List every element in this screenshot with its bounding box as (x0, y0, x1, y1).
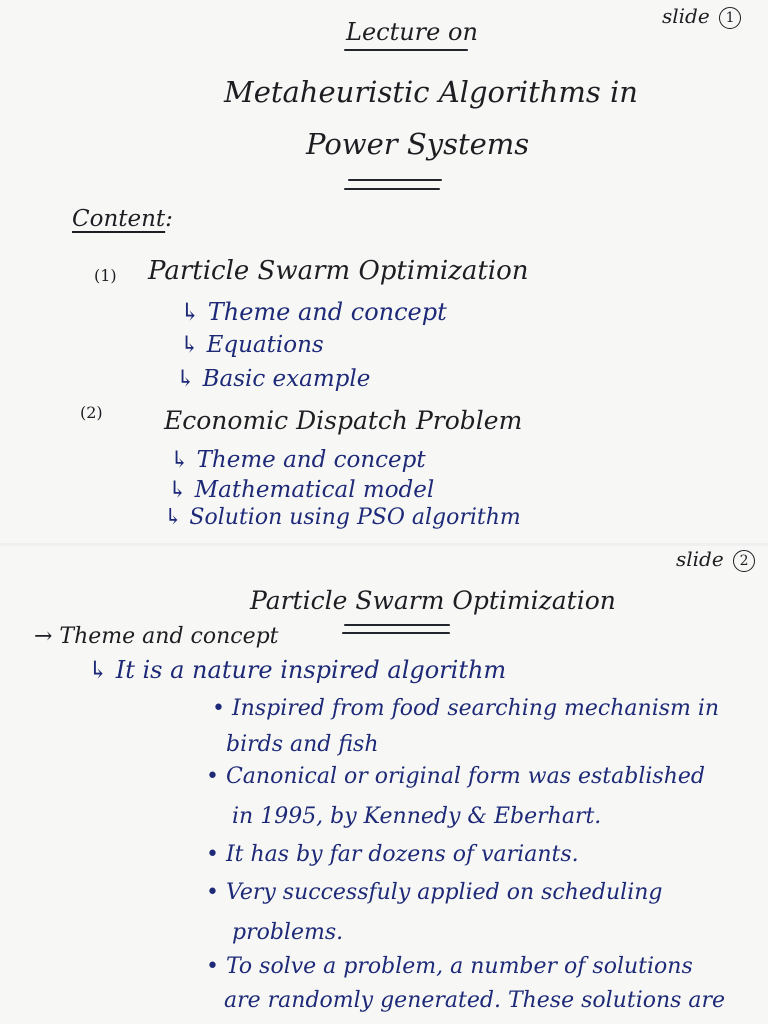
content-item-1-sub-3: ↳ Basic example (176, 366, 371, 392)
slide2-bullet-line-8: • To solve a problem, a number of solutions (206, 954, 693, 979)
slide2-bullet-line-1: • Inspired from food searching mechanism in (212, 696, 720, 721)
slide1-title-underline-2 (344, 188, 440, 190)
slide2-heading-underline-2 (342, 632, 450, 634)
content-item-1-title: Particle Swarm Optimization (148, 256, 529, 286)
content-item-2-sub-3: ↳ Solution using PSO algorithm (164, 505, 521, 530)
content-label-text: Content (72, 206, 166, 232)
slide1-title-line2: Power Systems (306, 127, 530, 161)
slide2-label (676, 549, 755, 572)
slide2-main-point: ↳ It is a nature inspired algorithm (88, 656, 507, 684)
slide2-bullet-line-2: birds and fish (226, 732, 379, 757)
slide2-bullet-line-5: • It has by far dozens of variants. (206, 842, 579, 867)
slide2-heading-underline-1 (344, 624, 450, 626)
slide2-number: 2 (733, 550, 755, 572)
slide2-bullet-line-3: • Canonical or original form was established (206, 764, 705, 789)
content-item-2-sub-1: ↳ Theme and concept (170, 447, 426, 473)
slide2-heading: Particle Swarm Optimization (250, 586, 616, 615)
slide1-heading: Lecture on (346, 18, 478, 46)
slide1-label-text: slide (662, 4, 710, 28)
slide1-title-line1: Metaheuristic Algorithms in (224, 75, 638, 109)
slide1-label (662, 6, 741, 29)
slide2-section-heading: → Theme and concept (34, 624, 279, 649)
content-item-2-sub-2: ↳ Mathematical model (168, 477, 435, 503)
slide2-bullet-line-9: are randomly generated. These solutions are (224, 988, 726, 1013)
content-item-1-number: (1) (94, 266, 117, 285)
page-divider (0, 543, 768, 546)
slide2-bullet-line-4: in 1995, by Kennedy & Eberhart. (232, 804, 602, 829)
content-item-1-sub-1: ↳ Theme and concept (180, 298, 447, 326)
content-label (72, 208, 173, 231)
slide1-number: 1 (719, 7, 741, 29)
slide1-title-underline-1 (348, 179, 442, 181)
content-item-2-number: (2) (80, 403, 103, 422)
slide2-label-text: slide (676, 547, 724, 571)
slide2-bullet-line-7: problems. (232, 920, 344, 945)
content-item-2-title: Economic Dispatch Problem (164, 406, 523, 435)
content-item-1-sub-2: ↳ Equations (180, 332, 324, 358)
content-label-colon: : (165, 206, 173, 232)
slide1-heading-underline (344, 49, 468, 51)
slide2-bullet-line-6: • Very successfuly applied on scheduling (206, 880, 663, 905)
